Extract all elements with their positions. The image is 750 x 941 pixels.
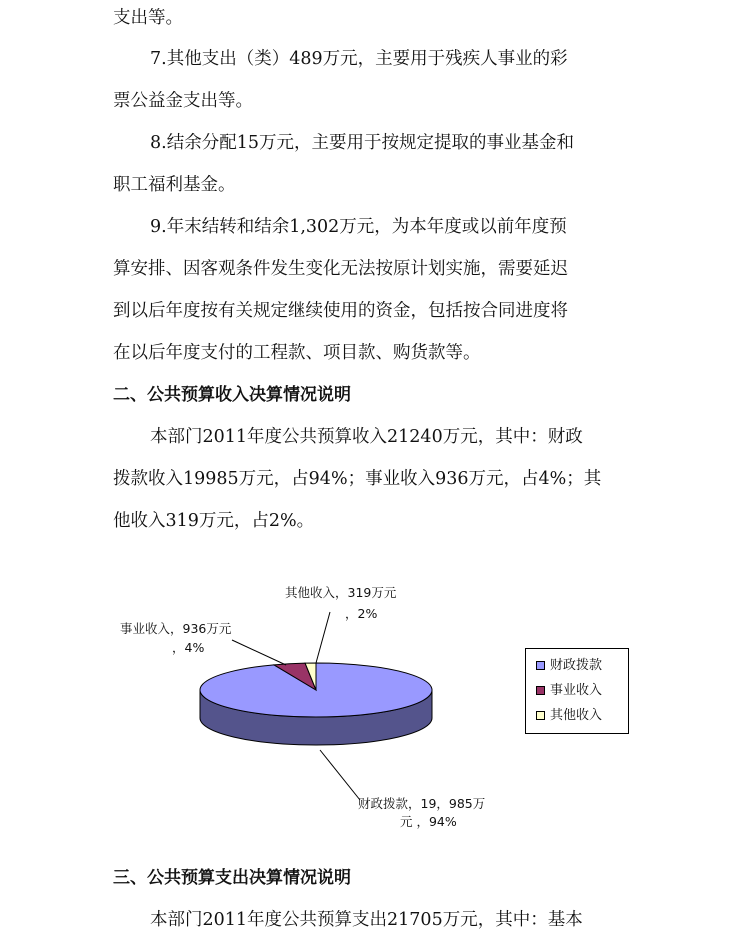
- body-line: 在以后年度支付的工程款、项目款、购货款等。: [113, 343, 481, 363]
- legend-label: 财政拨款: [550, 658, 603, 673]
- section-paragraph-line: 本部门2011年度公共预算支出21705万元，其中：基本: [150, 910, 583, 930]
- slice-label-other-line1: 其他收入，319万元: [285, 585, 397, 600]
- legend-item-business: [536, 683, 602, 699]
- body-line: 7.其他支出（类）489万元，主要用于残疾人事业的彩: [150, 49, 568, 69]
- legend-label: 其他收入: [550, 708, 603, 723]
- legend-item-fiscal: [536, 658, 602, 674]
- body-line: 9.年末结转和结余1,302万元，为本年度或以前年度预: [150, 217, 567, 237]
- income-pie-chart: [0, 560, 750, 840]
- leader-line-business: [232, 640, 286, 665]
- body-line: 票公益金支出等。: [113, 91, 253, 111]
- section-paragraph-line: 拨款收入19985万元，占94%；事业收入936万元，占4%；其: [113, 469, 602, 489]
- slice-label-business-line2: ，4%: [172, 640, 205, 655]
- slice-label-fiscal-line2: 元 ，94%: [400, 814, 457, 829]
- legend-label: 事业收入: [550, 683, 603, 698]
- section-heading: 三、公共预算支出决算情况说明: [113, 868, 351, 888]
- legend-swatch-fiscal: [536, 661, 545, 670]
- body-line: 到以后年度按有关规定继续使用的资金，包括按合同进度将: [113, 301, 568, 321]
- slice-label-business-line1: 事业收入，936万元: [120, 621, 232, 636]
- body-line: 算安排、因客观条件发生变化无法按原计划实施，需要延迟: [113, 259, 568, 279]
- body-line: 职工福利基金。: [113, 175, 236, 195]
- leader-line-fiscal: [320, 750, 360, 800]
- body-line: 支出等。: [113, 8, 183, 28]
- legend-swatch-other: [536, 711, 545, 720]
- pie-top-group: [200, 663, 432, 717]
- section-paragraph-line: 本部门2011年度公共预算收入21240万元，其中：财政: [150, 427, 583, 447]
- legend-swatch-business: [536, 686, 545, 695]
- slice-label-fiscal-line1: 财政拨款，19，985万: [358, 796, 486, 811]
- legend-item-other: [536, 708, 602, 724]
- slice-label-other-line2: ，2%: [345, 606, 378, 621]
- section-paragraph-line: 他收入319万元，占2%。: [113, 511, 315, 531]
- chart-legend: [525, 648, 629, 734]
- leader-line-other: [316, 612, 330, 663]
- section-heading: 二、公共预算收入决算情况说明: [113, 385, 351, 405]
- body-line: 8.结余分配15万元，主要用于按规定提取的事业基金和: [150, 133, 574, 153]
